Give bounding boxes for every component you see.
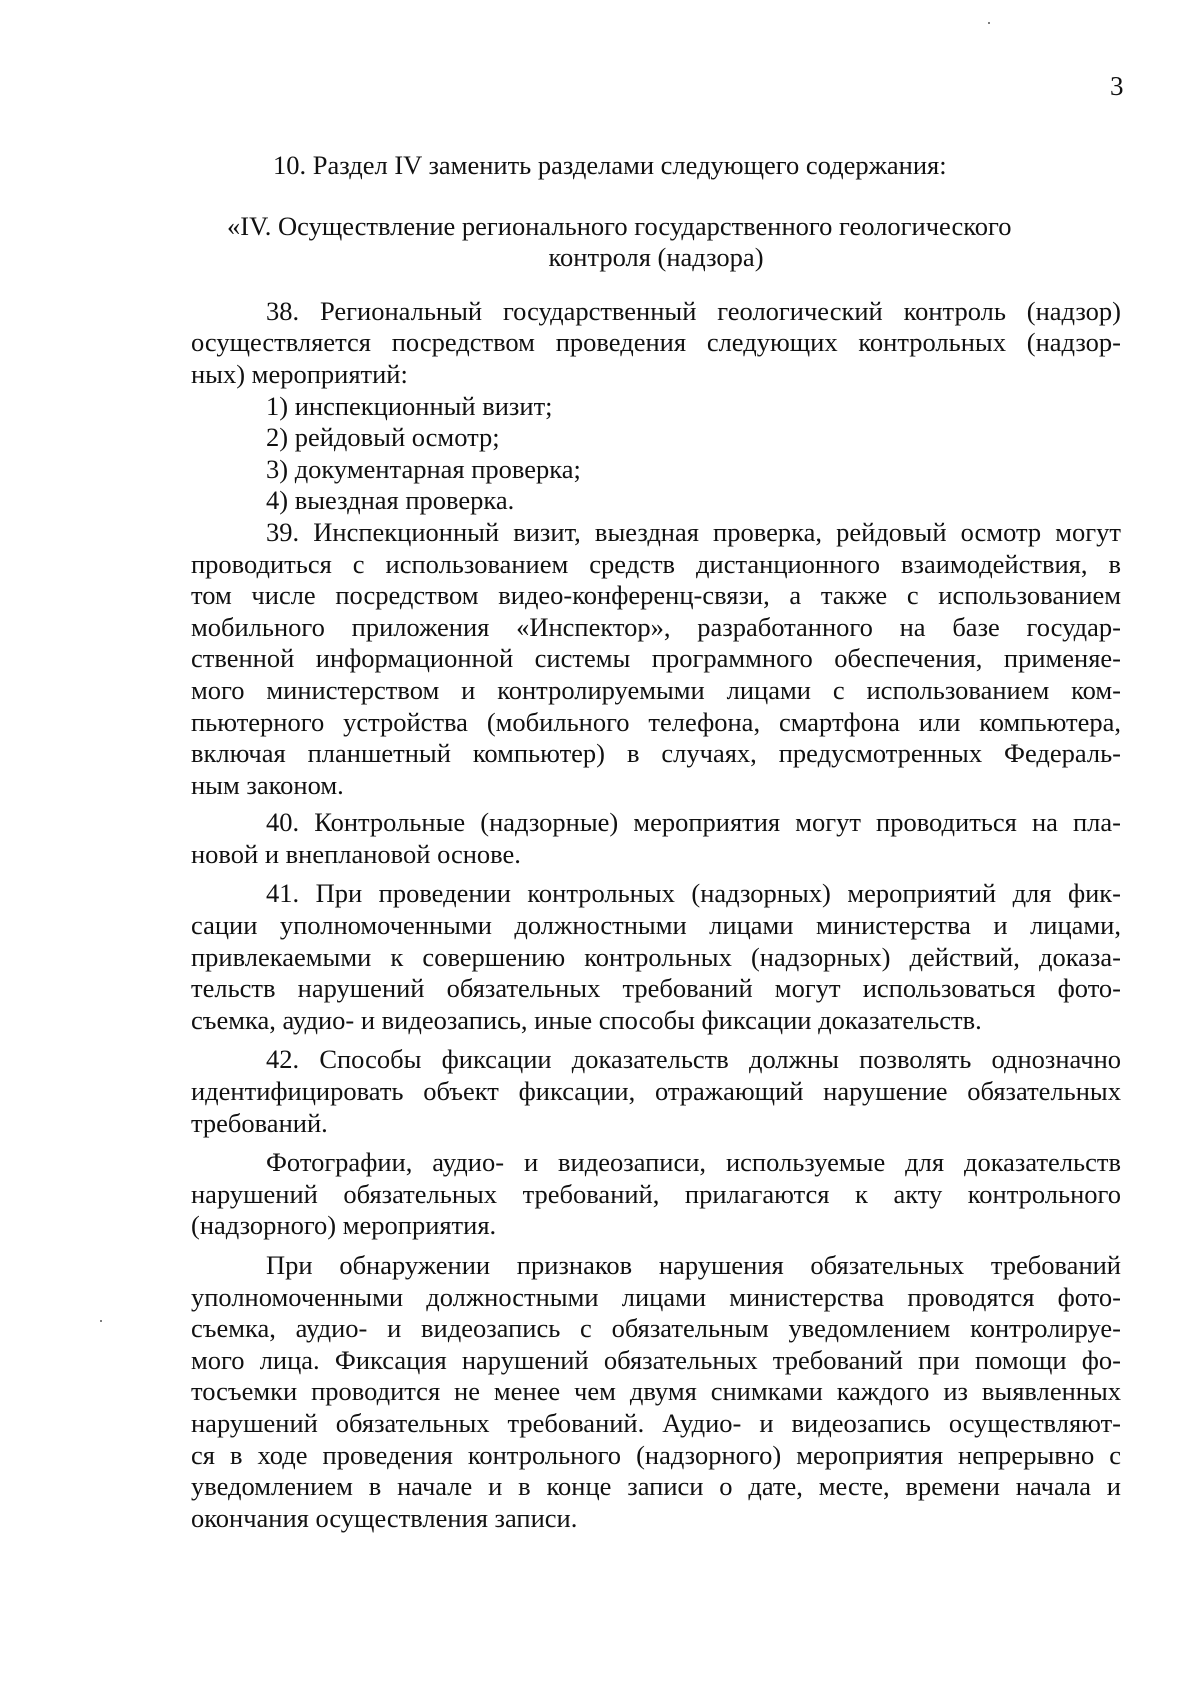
- list-item: 4) выездная проверка.: [266, 485, 515, 516]
- paragraph-line: мого министерством и контролируемыми лицами с использованием ком-: [191, 674, 1121, 705]
- scan-speck: [100, 1320, 102, 1322]
- paragraph-photo-attachments: [191, 1147, 1121, 1242]
- paragraph-line: 42. Способы фиксации доказательств должны позволять однозначно: [266, 1044, 1121, 1075]
- paragraph-line: 40. Контрольные (надзорные) мероприятия могут проводиться на пла-: [266, 807, 1121, 838]
- paragraph-40: [191, 807, 1121, 870]
- paragraph-line: окончания осуществления записи.: [191, 1502, 578, 1533]
- paragraph-line: новой и внеплановой основе.: [191, 838, 521, 869]
- list-item: 1) инспекционный визит;: [266, 390, 553, 421]
- paragraph-line: ных) мероприятий:: [191, 358, 408, 389]
- paragraph-line: 38. Региональный государственный геологический контроль (надзор): [266, 295, 1121, 326]
- paragraph-10: 10. Раздел IV заменить разделами следующего содержания:: [273, 150, 947, 180]
- paragraph-line: мого лица. Фиксация нарушений обязательных требований при помощи фо-: [191, 1344, 1121, 1375]
- paragraph-line: нарушений обязательных требований, прилагаются к акту контрольного: [191, 1178, 1121, 1209]
- page-number: 3: [1110, 71, 1124, 101]
- paragraph-line: Фотографии, аудио- и видеозаписи, используемые для доказательств: [266, 1147, 1121, 1178]
- paragraph-line: 39. Инспекционный визит, выездная проверка, рейдовый осмотр могут: [266, 516, 1121, 547]
- paragraph-line: тосъемки проводится не менее чем двумя снимками каждого из выявленных: [191, 1376, 1121, 1407]
- paragraph-line: съемка, аудио- и видеозапись, иные способы фиксации доказательств.: [191, 1004, 982, 1035]
- paragraph-line: съемка, аудио- и видеозапись с обязательным уведомлением контролируе-: [191, 1313, 1121, 1344]
- list-item: 3) документарная проверка;: [266, 453, 581, 484]
- scan-speck: [988, 22, 990, 24]
- paragraph-line: ственной информационной системы программного обеспечения, применяе-: [191, 643, 1121, 674]
- paragraph-line: том числе посредством видео-конференц-связи, а также с использованием: [191, 580, 1121, 611]
- paragraph-line: уполномоченными должностными лицами министерства проводятся фото-: [191, 1281, 1121, 1312]
- paragraph-violation-recording: [191, 1250, 1121, 1534]
- paragraph-line: проводиться с использованием средств дистанционного взаимодействия, в: [191, 548, 1121, 579]
- paragraph-line: ным законом.: [191, 769, 344, 800]
- paragraph-line: осуществляется посредством проведения следующих контрольных (надзор-: [191, 327, 1121, 358]
- section-heading-line-1: «IV. Осуществление регионального государственного геологического: [227, 210, 1012, 241]
- paragraph-line: включая планшетный компьютер) в случаях, предусмотренных Федераль-: [191, 738, 1121, 769]
- paragraph-line: ся в ходе проведения контрольного (надзорного) мероприятия непрерывно с: [191, 1439, 1121, 1470]
- paragraph-41: [191, 878, 1121, 1036]
- document-body: [191, 150, 1121, 1534]
- paragraph-line: требований.: [191, 1107, 328, 1138]
- paragraph-line: идентифицировать объект фиксации, отражающий нарушение обязательных: [191, 1076, 1121, 1107]
- paragraph-line: сации уполномоченными должностными лицами министерства и лицами,: [191, 910, 1121, 941]
- paragraph-line: мобильного приложения «Инспектор», разработанного на базе государ-: [191, 611, 1121, 642]
- event-type-list: [191, 391, 1121, 517]
- paragraph-line: При обнаружении признаков нарушения обязательных требований: [266, 1250, 1121, 1280]
- section-heading: [191, 211, 1121, 274]
- paragraph-42: [191, 1044, 1121, 1139]
- section-heading-line-2: контроля (надзора): [548, 242, 764, 273]
- paragraph-line: привлекаемыми к совершению контрольных (надзорных) действий, доказа-: [191, 941, 1121, 972]
- list-item: 2) рейдовый осмотр;: [266, 422, 500, 453]
- paragraph-line: нарушений обязательных требований. Аудио- и видеозапись осуществляют-: [191, 1407, 1121, 1438]
- paragraph-line: тельств нарушений обязательных требований могут использоваться фото-: [191, 973, 1121, 1004]
- paragraph-line: (надзорного) мероприятия.: [191, 1210, 497, 1241]
- paragraph-39: [191, 517, 1121, 801]
- paragraph-line: уведомлением в начале и в конце записи о дате, месте, времени начала и: [191, 1471, 1121, 1502]
- paragraph-line: 41. При проведении контрольных (надзорных) мероприятий для фик-: [266, 878, 1121, 909]
- paragraph-line: пьютерного устройства (мобильного телефона, смартфона или компьютера,: [191, 706, 1121, 737]
- paragraph-38: [191, 296, 1121, 391]
